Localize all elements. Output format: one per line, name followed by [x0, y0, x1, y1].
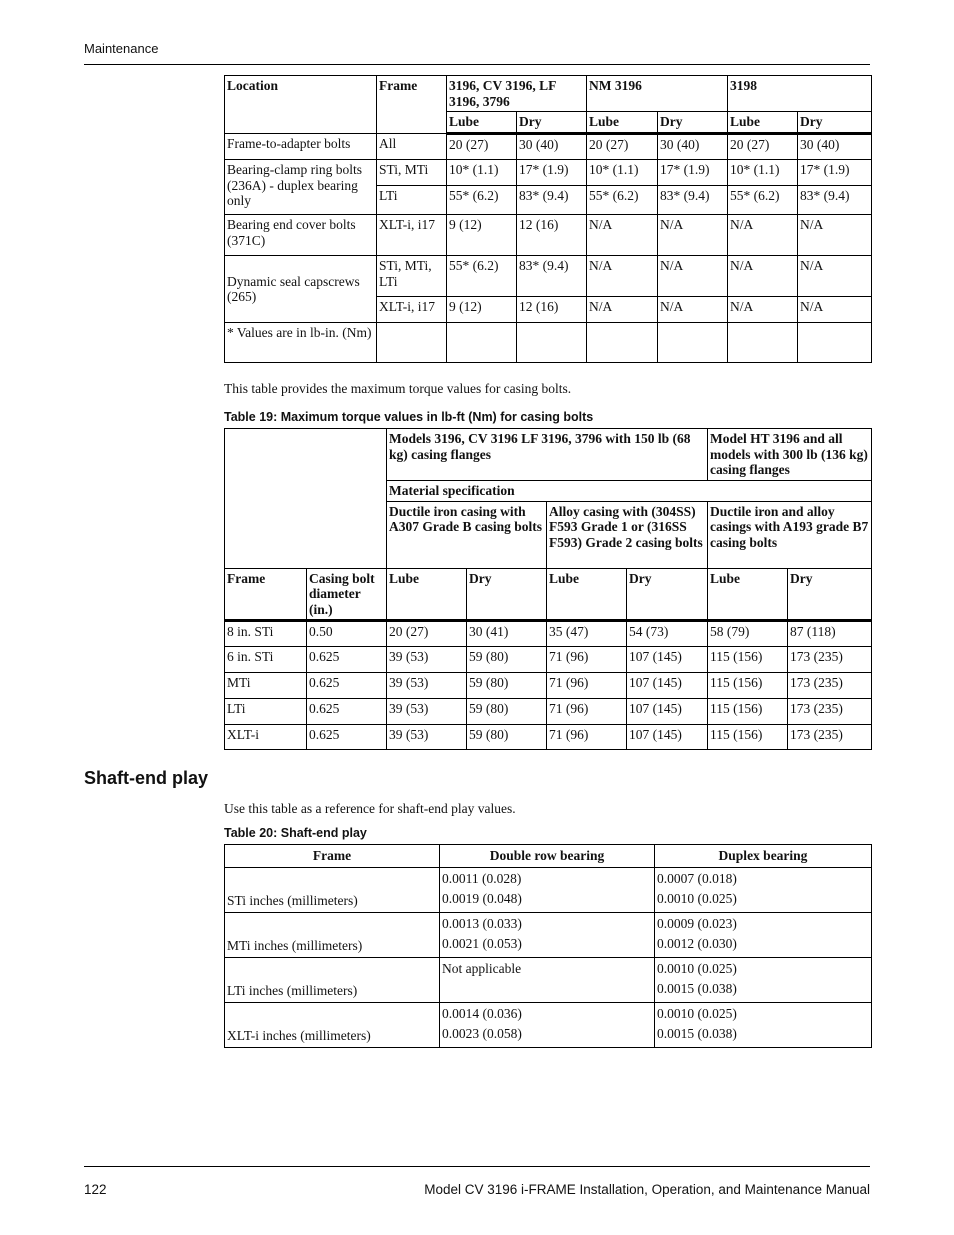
cell-frame: STi inches (millimeters) — [225, 868, 440, 913]
cell-value: 30 (40) — [517, 134, 587, 160]
table19-intro: This table provides the maximum torque values for casing bolts. — [224, 381, 572, 396]
col-header-double-row: Double row bearing — [440, 845, 655, 868]
col-header-frame: Frame — [225, 845, 440, 868]
col-header-ductile-iron: Ductile iron casing with A307 Grade B casing bolts — [387, 501, 547, 568]
cell-value: 0.0007 (0.018) — [657, 871, 737, 886]
table-row — [225, 1003, 872, 1048]
casing-bolt-torque-table — [224, 428, 872, 750]
footer-rule — [84, 1166, 870, 1167]
cell-duplex — [655, 958, 872, 1003]
cell-value: Not applicable — [442, 961, 522, 976]
cell-diameter: 0.625 — [307, 647, 387, 673]
col-header-lube: Lube — [547, 568, 627, 621]
empty-corner-cell — [225, 429, 387, 569]
empty-cell — [587, 323, 658, 363]
cell-value: 0.0010 (0.025) — [657, 961, 737, 976]
cell-value: N/A — [587, 256, 658, 297]
cell-duplex — [655, 913, 872, 958]
table20-caption: Table 20: Shaft-end play — [224, 826, 367, 840]
shaft-end-play-table — [224, 844, 872, 1048]
cell-frame: MTi inches (millimeters) — [225, 913, 440, 958]
cell-value: 58 (79) — [708, 621, 788, 647]
col-header-bolt-diameter: Casing bolt diameter (in.) — [307, 568, 387, 621]
cell-value: 59 (80) — [467, 673, 547, 699]
cell-value: 83* (9.4) — [798, 186, 872, 215]
cell-value: N/A — [658, 215, 728, 256]
cell-value: 12 (16) — [517, 215, 587, 256]
cell-value: 20 (27) — [587, 134, 658, 160]
cell-value: 55* (6.2) — [728, 186, 798, 215]
cell-value: 39 (53) — [387, 673, 467, 699]
table-row — [225, 699, 872, 725]
col-header-dry: Dry — [798, 112, 872, 134]
cell-value: 0.0014 (0.036) — [442, 1006, 522, 1021]
col-header-dry: Dry — [467, 568, 547, 621]
cell-location: Bearing-clamp ring bolts (236A) - duplex bearing only — [225, 160, 377, 215]
cell-value: N/A — [658, 256, 728, 297]
cell-value: 9 (12) — [447, 215, 517, 256]
cell-value: 12 (16) — [517, 297, 587, 323]
cell-value: 59 (80) — [467, 647, 547, 673]
cell-value: 10* (1.1) — [447, 160, 517, 186]
cell-value: 71 (96) — [547, 725, 627, 750]
cell-duplex — [655, 1003, 872, 1048]
cell-value: 30 (41) — [467, 621, 547, 647]
col-header-location: Location — [225, 76, 377, 134]
cell-frame: STi, MTi — [377, 160, 447, 186]
col-header-lube: Lube — [728, 112, 798, 134]
table-row — [225, 323, 872, 363]
cell-value: 0.0015 (0.038) — [657, 981, 737, 996]
cell-value: 173 (235) — [788, 725, 872, 750]
cell-value: 83* (9.4) — [517, 186, 587, 215]
empty-cell — [728, 323, 798, 363]
cell-value: 17* (1.9) — [658, 160, 728, 186]
cell-value: 71 (96) — [547, 699, 627, 725]
table-row — [225, 868, 872, 913]
cell-value: N/A — [658, 297, 728, 323]
cell-diameter: 0.50 — [307, 621, 387, 647]
cell-value: 0.0013 (0.033) — [442, 916, 522, 931]
header-rule — [84, 64, 870, 65]
cell-value: 20 (27) — [728, 134, 798, 160]
col-header-frame: Frame — [377, 76, 447, 134]
cell-value: 115 (156) — [708, 725, 788, 750]
page-number: 122 — [84, 1182, 107, 1197]
cell-double-row — [440, 913, 655, 958]
cell-diameter: 0.625 — [307, 725, 387, 750]
empty-cell — [447, 323, 517, 363]
cell-value: 83* (9.4) — [517, 256, 587, 297]
cell-frame: XLT-i, i17 — [377, 215, 447, 256]
table-row — [225, 958, 872, 1003]
cell-value: 55* (6.2) — [447, 256, 517, 297]
cell-value: 71 (96) — [547, 673, 627, 699]
empty-cell — [658, 323, 728, 363]
cell-value: 115 (156) — [708, 673, 788, 699]
cell-value: 30 (40) — [798, 134, 872, 160]
empty-cell — [798, 323, 872, 363]
cell-value: 87 (118) — [788, 621, 872, 647]
empty-cell — [517, 323, 587, 363]
table-row — [225, 621, 872, 647]
table-row — [225, 215, 872, 256]
cell-value: 30 (40) — [658, 134, 728, 160]
cell-value: 20 (27) — [447, 134, 517, 160]
cell-value: 10* (1.1) — [728, 160, 798, 186]
table-row — [225, 647, 872, 673]
table19-caption: Table 19: Maximum torque values in lb-ft (Nm) for casing bolts — [224, 410, 594, 424]
cell-frame: 8 in. STi — [225, 621, 307, 647]
cell-frame: LTi inches (millimeters) — [225, 958, 440, 1003]
cell-location: Bearing end cover bolts (371C) — [225, 215, 377, 256]
cell-value: N/A — [587, 297, 658, 323]
section-title: Shaft-end play — [84, 768, 209, 788]
cell-location: Frame-to-adapter bolts — [225, 134, 377, 160]
table20-intro: Use this table as a reference for shaft-end play values. — [224, 801, 516, 816]
table-row — [225, 160, 872, 186]
col-header-lube: Lube — [447, 112, 517, 134]
cell-value: 173 (235) — [788, 647, 872, 673]
col-header-material-spec: Material specification — [387, 481, 872, 502]
col-header-lube: Lube — [587, 112, 658, 134]
cell-value: 0.0015 (0.038) — [657, 1026, 737, 1041]
cell-value: 0.0019 (0.048) — [442, 891, 522, 906]
col-header-lube: Lube — [708, 568, 788, 621]
cell-value: N/A — [587, 215, 658, 256]
cell-value: N/A — [798, 256, 872, 297]
running-header: Maintenance — [84, 41, 159, 56]
cell-value: 0.0012 (0.030) — [657, 936, 737, 951]
cell-value: 107 (145) — [627, 673, 708, 699]
table-row — [225, 134, 872, 160]
cell-value: 39 (53) — [387, 699, 467, 725]
cell-double-row — [440, 958, 655, 1003]
cell-frame: LTi — [225, 699, 307, 725]
cell-frame: XLT-i — [225, 725, 307, 750]
cell-value: 107 (145) — [627, 647, 708, 673]
cell-value: 17* (1.9) — [517, 160, 587, 186]
cell-value: 10* (1.1) — [587, 160, 658, 186]
cell-location: Dynamic seal capscrews (265) — [225, 256, 377, 323]
cell-double-row — [440, 1003, 655, 1048]
col-header-group-3198: 3198 — [728, 76, 872, 112]
cell-value: 0.0010 (0.025) — [657, 891, 737, 906]
cell-value: 0.0009 (0.023) — [657, 916, 737, 931]
col-header-150lb-flanges: Models 3196, CV 3196 LF 3196, 3796 with 150 lb (68 kg) casing flanges — [387, 429, 708, 481]
col-header-duplex: Duplex bearing — [655, 845, 872, 868]
cell-value: 107 (145) — [627, 699, 708, 725]
col-header-dry: Dry — [517, 112, 587, 134]
cell-value: 107 (145) — [627, 725, 708, 750]
col-header-dry: Dry — [658, 112, 728, 134]
cell-value: 54 (73) — [627, 621, 708, 647]
cell-value: N/A — [798, 215, 872, 256]
cell-duplex — [655, 868, 872, 913]
cell-value: 71 (96) — [547, 647, 627, 673]
col-header-group-nm3196: NM 3196 — [587, 76, 728, 112]
col-header-group-3196: 3196, CV 3196, LF 3196, 3796 — [447, 76, 587, 112]
table-row — [225, 256, 872, 297]
cell-value: 39 (53) — [387, 725, 467, 750]
cell-diameter: 0.625 — [307, 673, 387, 699]
cell-value: 17* (1.9) — [798, 160, 872, 186]
cell-value: 115 (156) — [708, 699, 788, 725]
cell-frame: XLT-i inches (millimeters) — [225, 1003, 440, 1048]
cell-value: 35 (47) — [547, 621, 627, 647]
cell-double-row — [440, 868, 655, 913]
table-row — [225, 725, 872, 750]
cell-value: 55* (6.2) — [587, 186, 658, 215]
cell-frame: MTi — [225, 673, 307, 699]
cell-value: 39 (53) — [387, 647, 467, 673]
cell-value: N/A — [728, 256, 798, 297]
cell-frame: STi, MTi, LTi — [377, 256, 447, 297]
col-header-dry: Dry — [627, 568, 708, 621]
cell-value: 59 (80) — [467, 699, 547, 725]
cell-value: 115 (156) — [708, 647, 788, 673]
manual-title: Model CV 3196 i-FRAME Installation, Operation, and Maintenance Manual — [424, 1182, 870, 1197]
cell-value: N/A — [728, 215, 798, 256]
cell-value: 173 (235) — [788, 673, 872, 699]
bolt-torque-table — [224, 75, 872, 363]
cell-frame: All — [377, 134, 447, 160]
cell-value: 173 (235) — [788, 699, 872, 725]
cell-value: 0.0023 (0.058) — [442, 1026, 522, 1041]
cell-frame: LTi — [377, 186, 447, 215]
cell-value: 0.0011 (0.028) — [442, 871, 522, 886]
table-row — [225, 673, 872, 699]
cell-diameter: 0.625 — [307, 699, 387, 725]
empty-cell — [377, 323, 447, 363]
cell-value: 55* (6.2) — [447, 186, 517, 215]
cell-value: 83* (9.4) — [658, 186, 728, 215]
cell-value: 20 (27) — [387, 621, 467, 647]
col-header-300lb-flanges: Model HT 3196 and all models with 300 lb (136 kg) casing flanges — [708, 429, 872, 481]
table-row — [225, 913, 872, 958]
col-header-ductile-alloy-b7: Ductile iron and alloy casings with A193 grade B7 casing bolts — [708, 501, 872, 568]
col-header-dry: Dry — [788, 568, 872, 621]
col-header-lube: Lube — [387, 568, 467, 621]
col-header-frame: Frame — [225, 568, 307, 621]
cell-frame: XLT-i, i17 — [377, 297, 447, 323]
cell-value: 0.0010 (0.025) — [657, 1006, 737, 1021]
cell-value: N/A — [728, 297, 798, 323]
col-header-alloy-casing: Alloy casing with (304SS) F593 Grade 1 or (316SS F593) Grade 2 casing bolts — [547, 501, 708, 568]
cell-value: 0.0021 (0.053) — [442, 936, 522, 951]
cell-value: 59 (80) — [467, 725, 547, 750]
cell-frame: 6 in. STi — [225, 647, 307, 673]
table-footnote: * Values are in lb-in. (Nm) — [225, 323, 377, 363]
cell-value: 9 (12) — [447, 297, 517, 323]
cell-value: N/A — [798, 297, 872, 323]
